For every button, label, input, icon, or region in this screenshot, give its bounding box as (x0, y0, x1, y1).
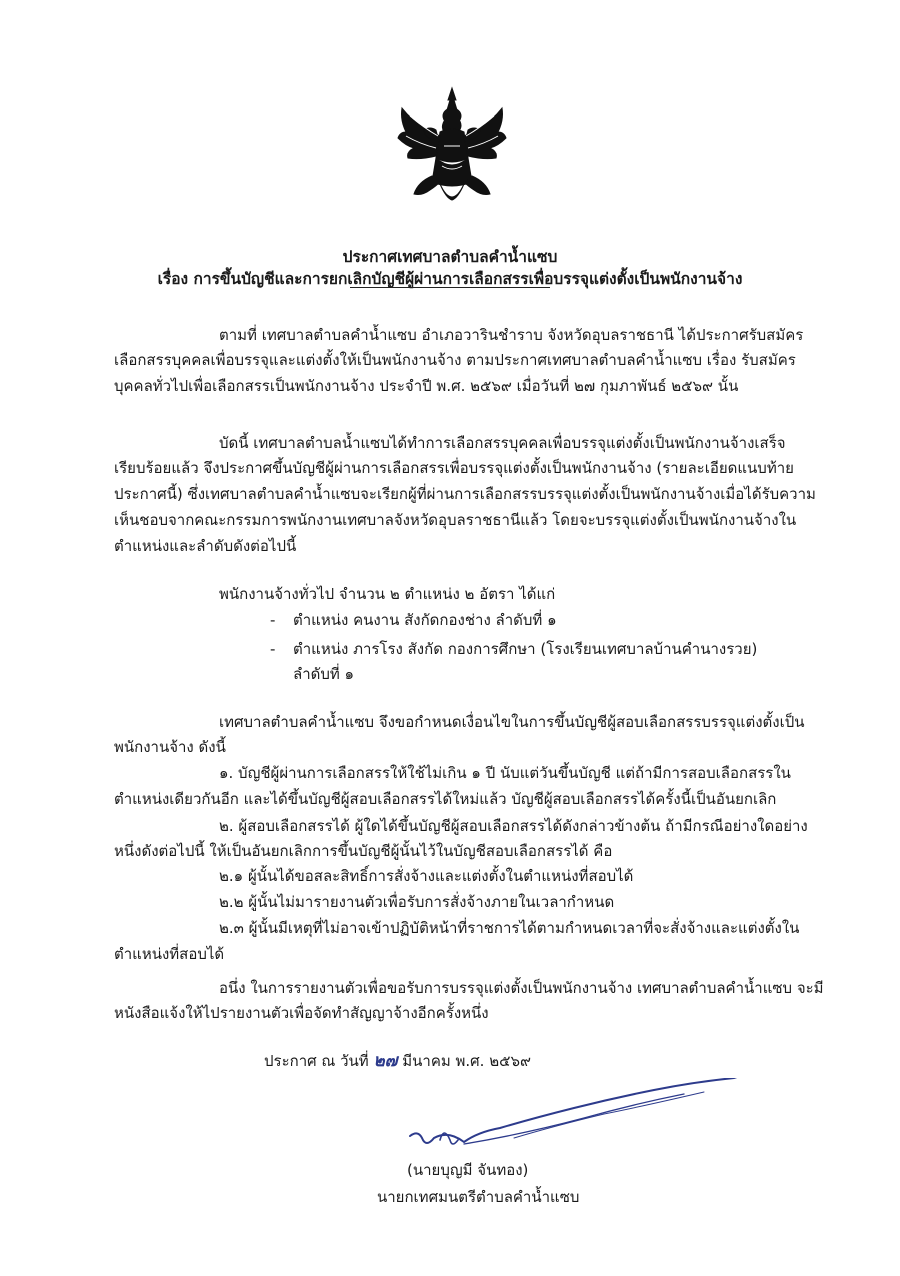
condition-2-1: ๒.๑ ผู้นั้นได้ขอสละสิทธิ์การสั่งจ้างและแต่งตั้งในตำแหน่งที่สอบได้ (219, 867, 634, 885)
announce-day-handwritten: ๒๗ (373, 1051, 398, 1071)
para2-line-3: ประกาศนี้) ซึ่งเทศบาลตำบลคำน้ำแซบจะเรียกผู้ที่ผ่านการเลือกสรรบรรจุแต่งตั้งเป็นพนักงานจ้างเมื่อได้รับความ (114, 485, 816, 503)
para2-line-5: ตำแหน่งและลำดับดังต่อไปนี้ (114, 537, 297, 555)
condition-2-line-1: ๒. ผู้สอบเลือกสรรได้ ผู้ใดได้ขึ้นบัญชีผู้สอบเลือกสรรได้ดังกล่าวข้างต้น ถ้ามีกรณีอย่างใดอย่าง (219, 817, 808, 835)
condition-2-3-line-2: ตำแหน่งที่สอบได้ (114, 945, 225, 963)
garuda-emblem-icon (396, 86, 508, 210)
para2-line-4: เห็นชอบจากคณะกรรมการพนักงานเทศบาลจังหวัดอุบลราชธานีแล้ว โดยจะบรรจุแต่งตั้งเป็นพนักงานจ้างใน (114, 511, 797, 529)
position-2-order: ลำดับที่ ๑ (293, 665, 355, 683)
title-divider (350, 287, 550, 288)
position-2: ตำแหน่ง ภารโรง สังกัด กองการศึกษา (โรงเรียนเทศบาลบ้านคำนางรวย) (293, 640, 758, 658)
para4-line-2: หนังสือแจ้งให้ไปรายงานตัวเพื่อจัดทำสัญญาจ้างอีกครั้งหนึ่ง (114, 1004, 489, 1022)
list-bullet-2: - (270, 640, 276, 658)
condition-2-2: ๒.๒ ผู้นั้นไม่มารายงานตัวเพื่อรับการสั่งจ้างภายในเวลากำหนด (219, 893, 615, 911)
staff-intro: พนักงานจ้างทั่วไป จำนวน ๒ ตำแหน่ง ๒ อัตรา ได้แก่ (219, 585, 556, 603)
para3-line-2: พนักงานจ้าง ดังนี้ (114, 738, 226, 756)
signature-scribble (404, 1078, 764, 1158)
signatory-name: (นายบุญมี จันทอง) (407, 1161, 529, 1179)
condition-2-3-line-1: ๒.๓ ผู้นั้นมีเหตุที่ไม่อาจเข้าปฏิบัติหน้าที่ราชการได้ตามกำหนดเวลาที่จะสั่งจ้างและแต่งตั้งใน (219, 919, 800, 937)
condition-1-line-1: ๑. บัญชีผู้ผ่านการเลือกสรรให้ใช้ไม่เกิน ๑ ปี นับแต่วันขึ้นบัญชี แต่ถ้ามีการสอบเลือกสรรใน (219, 764, 791, 782)
announce-date (264, 1051, 531, 1071)
announce-date-prefix: ประกาศ ณ วันที่ (264, 1052, 369, 1070)
para1-line-1: ตามที่ เทศบาลตำบลคำน้ำแซบ อำเภอวารินชำราบ จังหวัดอุบลราชธานี ได้ประกาศรับสมัคร (219, 326, 804, 344)
signatory-title: นายกเทศมนตรีตำบลคำน้ำแซบ (377, 1188, 580, 1206)
para1-line-3: บุคคลทั่วไปเพื่อเลือกสรรเป็นพนักงานจ้าง ประจำปี พ.ศ. ๒๕๖๙ เมื่อวันที่ ๒๗ กุมภาพันธ์ ๒๕๖๙ นั้น (114, 377, 739, 395)
para4-line-1: อนึ่ง ในการรายงานตัวเพื่อขอรับการบรรจุแต่งตั้งเป็นพนักงานจ้าง เทศบาลตำบลคำน้ำแซบ จะมี (219, 979, 824, 997)
list-bullet-1: - (270, 611, 276, 629)
position-1: ตำแหน่ง คนงาน สังกัดกองช่าง ลำดับที่ ๑ (293, 611, 557, 629)
para1-line-2: เลือกสรรบุคคลเพื่อบรรจุและแต่งตั้งให้เป็นพนักงานจ้าง ตามประกาศเทศบาลตำบลคำน้ำแซบ เรื่อง รับสมัคร (114, 351, 796, 369)
announcement-heading: ประกาศเทศบาลตำบลคำน้ำแซบ (342, 248, 558, 266)
condition-2-line-2: หนึ่งดังต่อไปนี้ ให้เป็นอันยกเลิกการขึ้นบัญชีผู้นั้นไว้ในบัญชีสอบเลือกสรรได้ คือ (114, 842, 613, 860)
para2-line-2: เรียบร้อยแล้ว จึงประกาศขึ้นบัญชีผู้ผ่านการเลือกสรรเพื่อบรรจุแต่งตั้งเป็นพนักงานจ้าง (รายละเอียดแนบท้าย (114, 459, 794, 477)
announce-date-suffix: มีนาคม พ.ศ. ๒๕๖๙ (402, 1052, 531, 1070)
condition-1-line-2: ตำแหน่งเดียวกันอีก และได้ขึ้นบัญชีผู้สอบเลือกสรรได้ใหม่แล้ว บัญชีผู้สอบเลือกสรรได้ครั้งนี้เป็นอันยกเลิก (114, 790, 777, 808)
para3-line-1: เทศบาลตำบลคำน้ำแซบ จึงขอกำหนดเงื่อนไขในการขึ้นบัญชีผู้สอบเลือกสรรบรรจุแต่งตั้งเป็น (219, 713, 805, 731)
announcement-subject: เรื่อง การขึ้นบัญชีและการยกเลิกบัญชีผู้ผ่านการเลือกสรรเพื่อบรรจุแต่งตั้งเป็นพนักงานจ้าง (157, 270, 743, 288)
para2-line-1: บัดนี้ เทศบาลตำบลน้ำแซบได้ทำการเลือกสรรบุคคลเพื่อบรรจุแต่งตั้งเป็นพนักงานจ้างเสร็จ (219, 434, 786, 452)
